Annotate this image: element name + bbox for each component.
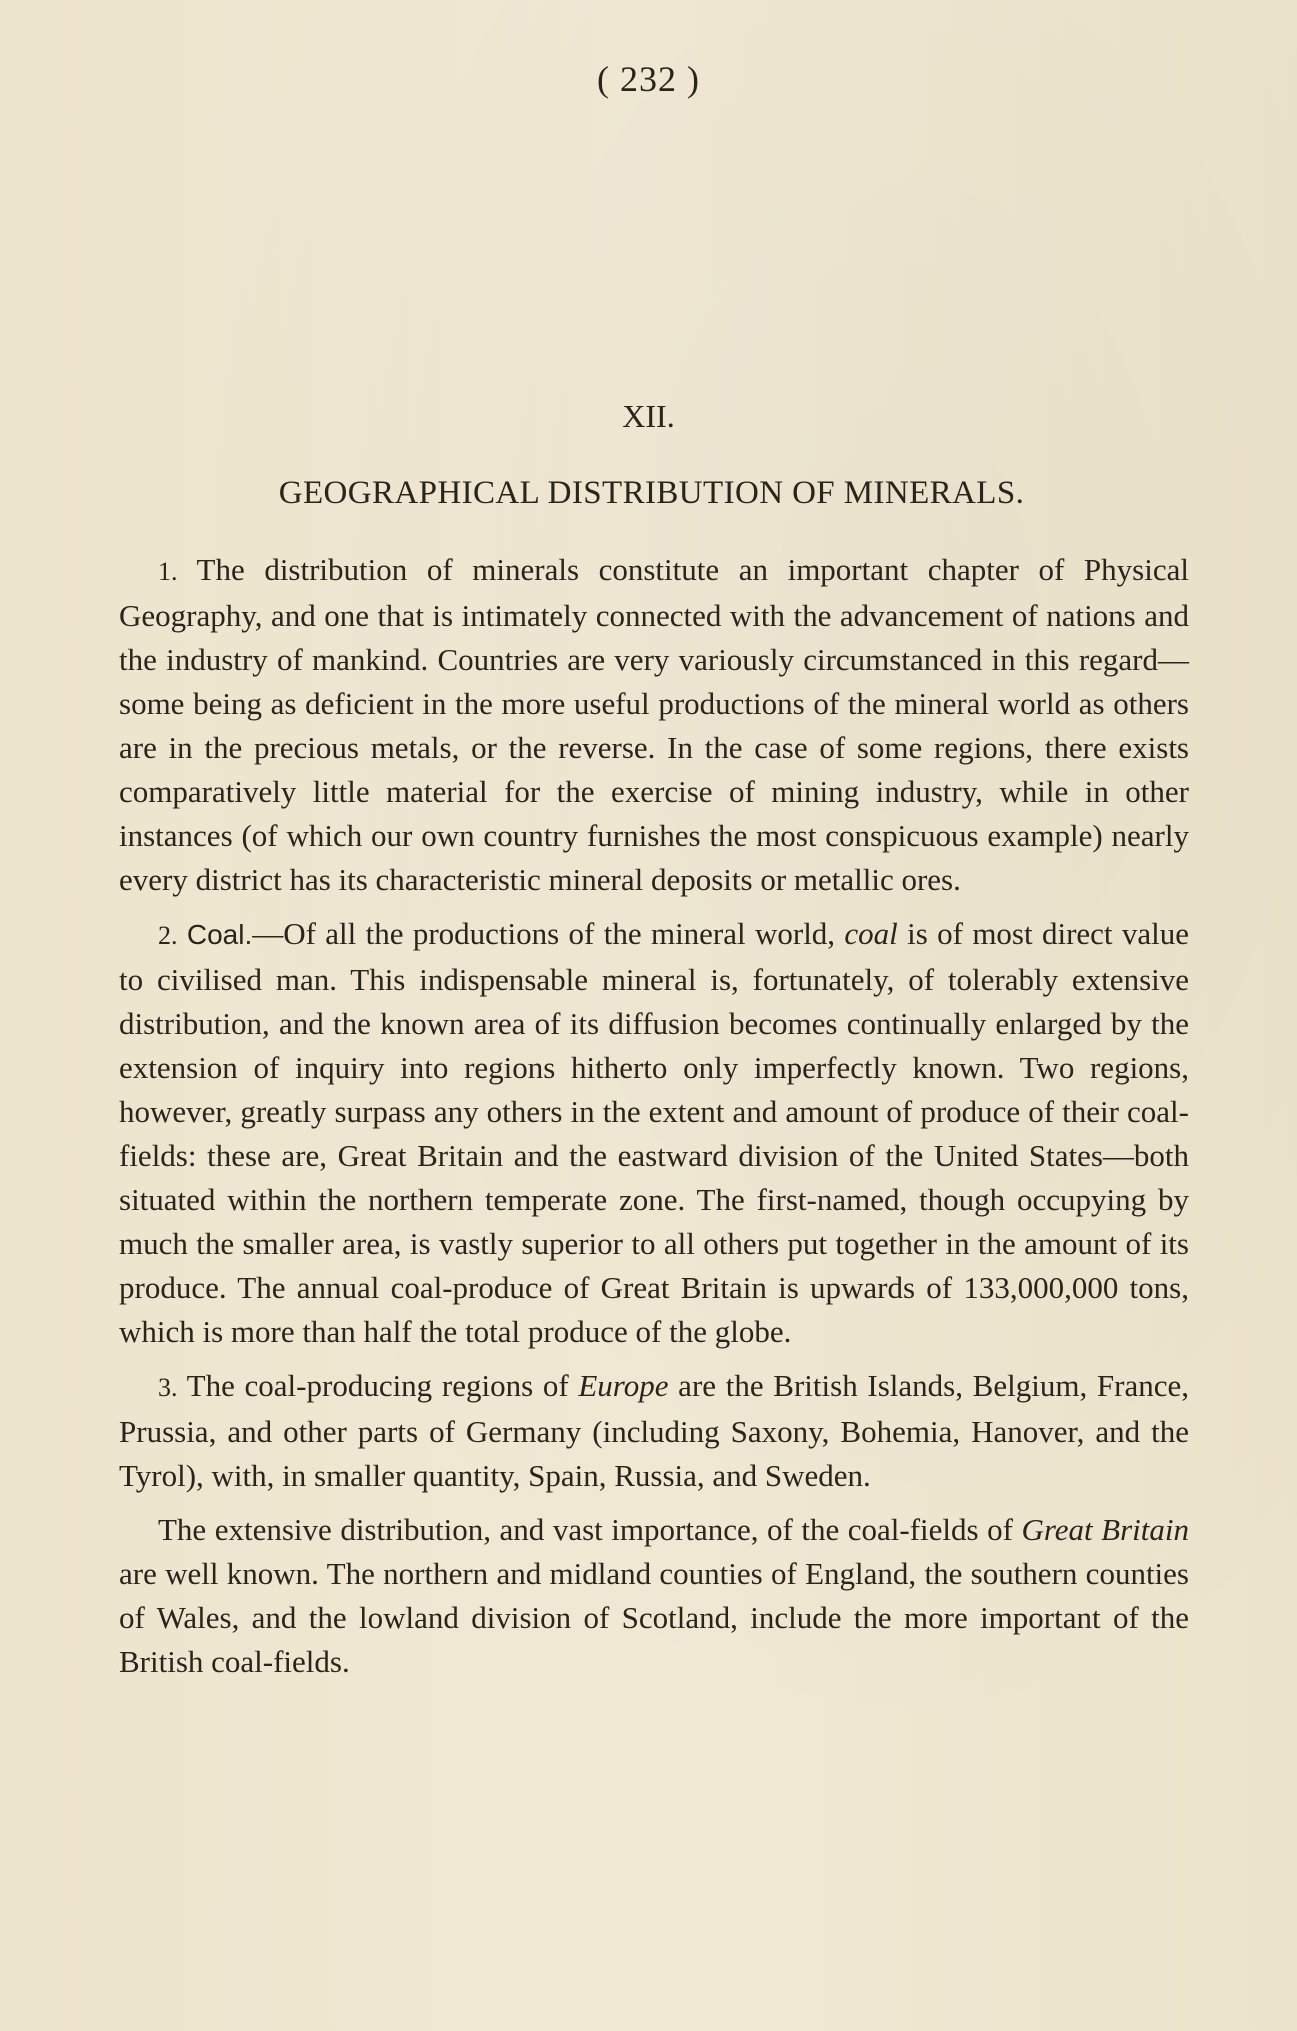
paragraph-number: 3. bbox=[158, 1373, 178, 1402]
paragraph-3 bbox=[119, 1364, 1189, 1498]
emphasis-text: Great Britain bbox=[1021, 1512, 1189, 1547]
paragraph-text: —Of all the productions of the mineral world, bbox=[252, 916, 845, 951]
paragraph-number: 2. bbox=[158, 921, 178, 950]
paragraph-text: are well known. The northern and midland counties of England, the southern counties of Wales, and the lowland division of Scotland, include the more important of the British coal-fields. bbox=[119, 1556, 1189, 1679]
emphasis-text: Europe bbox=[578, 1368, 669, 1403]
paragraph-text: The extensive distribution, and vast importance, of the coal-fields of bbox=[158, 1512, 1022, 1547]
paragraph-text: are the British Islands, Belgium, France, Prussia, and other parts of Germany (including Saxony, Bohemia, Hanover, and the Tyrol), with, in smaller quantity, Spain, Russia, and Sweden. bbox=[119, 1368, 1189, 1493]
paragraph-number: 1. bbox=[158, 557, 178, 586]
page-number: ( 232 ) bbox=[597, 59, 700, 99]
paragraph-text: The distribution of minerals constitute an important chapter of Physical Geography, and one that is intimately connected with the advancement of nations and the industry of mankind. Countries are very variously circumstanced in this regard—some being as deficient in the more useful productions of the mineral world as others are in the precious metals, or the reverse. In the case of some regions, there exists comparatively little material for the exercise of mining industry, while in other instances (of which our own country furnishes the most conspicuous example) nearly every district has its characteristic mineral deposits or metallic ores. bbox=[119, 552, 1189, 897]
emphasis-text: coal bbox=[844, 916, 898, 951]
chapter-title: GEOGRAPHICAL DISTRIBUTION OF MINERALS. bbox=[278, 475, 1025, 511]
paragraph-text: is of most direct value to civilised man. This indispensable mineral is, fortunately, of tolerably extensive distribution, and the known area of its diffusion becomes continually enlarged by the extension of inquiry into regions hitherto only imperfectly known. Two regions, however, greatly surpass any others in the extent and amount of produce of their coal-fields: these are, Great Britain and the eastward division of the United States—both situated within the northern temperate zone. The first-named, though occupying by much the smaller area, is vastly superior to all others put together in the amount of its produce. The annual coal-produce of Great Britain is upwards of 133,000,000 tons, which is more than half the total produce of the globe. bbox=[119, 916, 1190, 1349]
paragraph-4 bbox=[119, 1508, 1189, 1684]
paragraph-2 bbox=[119, 912, 1189, 1354]
paragraph-1 bbox=[119, 548, 1189, 902]
section-heading-coal: Coal. bbox=[186, 919, 253, 950]
paragraph-text: The coal-producing regions of bbox=[186, 1368, 579, 1403]
body-text bbox=[119, 548, 1189, 1694]
chapter-number: XII. bbox=[622, 398, 675, 434]
